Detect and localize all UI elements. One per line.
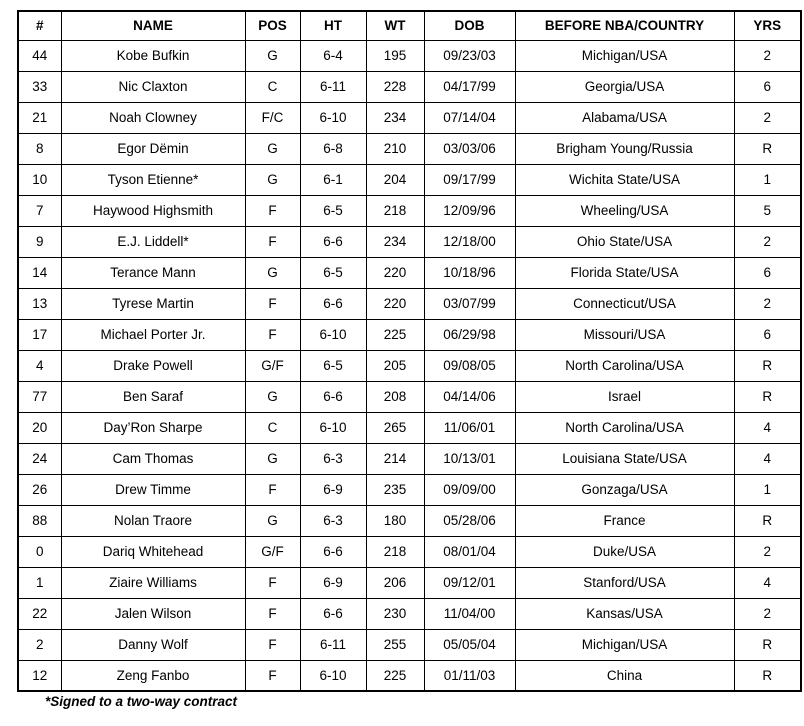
table-cell: F	[245, 195, 300, 226]
table-cell: Ziaire Williams	[61, 567, 245, 598]
table-cell: China	[515, 660, 734, 691]
table-row	[18, 536, 801, 567]
table-cell: 6-6	[300, 288, 366, 319]
table-cell: 234	[366, 226, 424, 257]
table-cell: 44	[18, 40, 61, 71]
table-row	[18, 226, 801, 257]
table-cell: F	[245, 567, 300, 598]
table-cell: 04/17/99	[424, 71, 515, 102]
table-cell: R	[734, 505, 801, 536]
table-cell: 6-9	[300, 474, 366, 505]
table-cell: Michigan/USA	[515, 629, 734, 660]
table-cell: 6-1	[300, 164, 366, 195]
table-cell: Louisiana State/USA	[515, 443, 734, 474]
table-cell: 21	[18, 102, 61, 133]
roster-table-body	[18, 40, 801, 691]
table-cell: F	[245, 319, 300, 350]
table-cell: 6-10	[300, 319, 366, 350]
table-row	[18, 71, 801, 102]
table-cell: 265	[366, 412, 424, 443]
column-header-4: WT	[366, 11, 424, 40]
table-cell: 1	[734, 164, 801, 195]
table-cell: Georgia/USA	[515, 71, 734, 102]
table-cell: 06/29/98	[424, 319, 515, 350]
table-cell: 4	[734, 567, 801, 598]
table-cell: 208	[366, 381, 424, 412]
table-cell: Dariq Whitehead	[61, 536, 245, 567]
table-cell: 5	[734, 195, 801, 226]
table-cell: 2	[734, 40, 801, 71]
table-cell: Day’Ron Sharpe	[61, 412, 245, 443]
table-cell: G	[245, 505, 300, 536]
table-cell: Haywood Highsmith	[61, 195, 245, 226]
table-cell: F/C	[245, 102, 300, 133]
table-cell: 6-10	[300, 660, 366, 691]
table-cell: 10/13/01	[424, 443, 515, 474]
table-cell: 1	[734, 474, 801, 505]
table-cell: Nolan Traore	[61, 505, 245, 536]
table-row	[18, 505, 801, 536]
table-cell: 2	[18, 629, 61, 660]
table-cell: 10/18/96	[424, 257, 515, 288]
table-cell: G	[245, 133, 300, 164]
table-cell: C	[245, 71, 300, 102]
table-row	[18, 660, 801, 691]
table-cell: 210	[366, 133, 424, 164]
column-header-1: NAME	[61, 11, 245, 40]
table-cell: Terance Mann	[61, 257, 245, 288]
roster-table-header	[18, 11, 801, 40]
table-cell: 11/06/01	[424, 412, 515, 443]
table-row	[18, 443, 801, 474]
table-cell: 07/14/04	[424, 102, 515, 133]
table-cell: 6-5	[300, 350, 366, 381]
table-cell: G	[245, 443, 300, 474]
table-row	[18, 195, 801, 226]
table-cell: 6-11	[300, 629, 366, 660]
table-cell: North Carolina/USA	[515, 412, 734, 443]
table-cell: 08/01/04	[424, 536, 515, 567]
table-cell: 33	[18, 71, 61, 102]
table-cell: G/F	[245, 536, 300, 567]
table-cell: Wichita State/USA	[515, 164, 734, 195]
column-header-0: #	[18, 11, 61, 40]
table-cell: 7	[18, 195, 61, 226]
table-cell: 17	[18, 319, 61, 350]
table-cell: Michigan/USA	[515, 40, 734, 71]
table-cell: 0	[18, 536, 61, 567]
table-cell: Connecticut/USA	[515, 288, 734, 319]
table-cell: 255	[366, 629, 424, 660]
table-row	[18, 164, 801, 195]
table-row	[18, 319, 801, 350]
table-cell: 235	[366, 474, 424, 505]
table-cell: Gonzaga/USA	[515, 474, 734, 505]
table-cell: 8	[18, 133, 61, 164]
table-cell: 6	[734, 319, 801, 350]
table-cell: 88	[18, 505, 61, 536]
table-cell: 26	[18, 474, 61, 505]
table-cell: R	[734, 133, 801, 164]
table-cell: R	[734, 381, 801, 412]
table-cell: 09/09/00	[424, 474, 515, 505]
table-cell: 225	[366, 319, 424, 350]
table-cell: 12	[18, 660, 61, 691]
table-cell: North Carolina/USA	[515, 350, 734, 381]
table-row	[18, 40, 801, 71]
table-cell: Ben Saraf	[61, 381, 245, 412]
table-row	[18, 629, 801, 660]
table-cell: 6-3	[300, 505, 366, 536]
table-cell: 6-9	[300, 567, 366, 598]
table-cell: Tyrese Martin	[61, 288, 245, 319]
table-cell: 6	[734, 71, 801, 102]
table-cell: Noah Clowney	[61, 102, 245, 133]
table-cell: 03/07/99	[424, 288, 515, 319]
table-cell: 03/03/06	[424, 133, 515, 164]
table-cell: 09/17/99	[424, 164, 515, 195]
table-cell: 09/08/05	[424, 350, 515, 381]
table-cell: 214	[366, 443, 424, 474]
table-cell: 14	[18, 257, 61, 288]
table-cell: Missouri/USA	[515, 319, 734, 350]
table-row	[18, 567, 801, 598]
table-cell: Wheeling/USA	[515, 195, 734, 226]
table-cell: Nic Claxton	[61, 71, 245, 102]
table-cell: F	[245, 660, 300, 691]
table-cell: Michael Porter Jr.	[61, 319, 245, 350]
table-cell: 2	[734, 102, 801, 133]
table-cell: F	[245, 288, 300, 319]
table-cell: 6-6	[300, 536, 366, 567]
table-cell: G	[245, 257, 300, 288]
table-cell: Florida State/USA	[515, 257, 734, 288]
table-cell: 195	[366, 40, 424, 71]
table-cell: 220	[366, 288, 424, 319]
table-cell: Brigham Young/Russia	[515, 133, 734, 164]
table-cell: 09/12/01	[424, 567, 515, 598]
table-cell: 6-11	[300, 71, 366, 102]
table-cell: 24	[18, 443, 61, 474]
column-header-3: HT	[300, 11, 366, 40]
table-cell: G/F	[245, 350, 300, 381]
table-cell: 13	[18, 288, 61, 319]
table-cell: F	[245, 629, 300, 660]
table-row	[18, 288, 801, 319]
table-cell: R	[734, 660, 801, 691]
table-cell: 4	[734, 412, 801, 443]
column-header-2: POS	[245, 11, 300, 40]
table-cell: 206	[366, 567, 424, 598]
table-cell: 6-8	[300, 133, 366, 164]
table-cell: R	[734, 350, 801, 381]
table-cell: Danny Wolf	[61, 629, 245, 660]
roster-table	[17, 10, 802, 692]
table-cell: 6-6	[300, 226, 366, 257]
table-cell: F	[245, 598, 300, 629]
table-cell: 6-6	[300, 598, 366, 629]
table-cell: Stanford/USA	[515, 567, 734, 598]
table-cell: 234	[366, 102, 424, 133]
table-cell: 4	[734, 443, 801, 474]
table-cell: 6	[734, 257, 801, 288]
table-cell: 12/18/00	[424, 226, 515, 257]
table-cell: Israel	[515, 381, 734, 412]
table-cell: 05/28/06	[424, 505, 515, 536]
table-cell: Kansas/USA	[515, 598, 734, 629]
table-cell: 2	[734, 288, 801, 319]
table-cell: Kobe Bufkin	[61, 40, 245, 71]
table-cell: F	[245, 226, 300, 257]
table-cell: 10	[18, 164, 61, 195]
table-cell: 204	[366, 164, 424, 195]
table-cell: 6-10	[300, 102, 366, 133]
table-cell: G	[245, 40, 300, 71]
table-cell: 205	[366, 350, 424, 381]
table-cell: Tyson Etienne*	[61, 164, 245, 195]
table-cell: Drew Timme	[61, 474, 245, 505]
table-cell: 218	[366, 195, 424, 226]
column-header-7: YRS	[734, 11, 801, 40]
table-cell: 77	[18, 381, 61, 412]
table-cell: France	[515, 505, 734, 536]
table-cell: 2	[734, 226, 801, 257]
table-cell: Zeng Fanbo	[61, 660, 245, 691]
table-cell: Cam Thomas	[61, 443, 245, 474]
table-cell: 11/04/00	[424, 598, 515, 629]
table-cell: 22	[18, 598, 61, 629]
table-cell: Jalen Wilson	[61, 598, 245, 629]
column-header-6: BEFORE NBA/COUNTRY	[515, 11, 734, 40]
table-cell: 6-5	[300, 195, 366, 226]
table-cell: 6-6	[300, 381, 366, 412]
table-cell: 230	[366, 598, 424, 629]
table-cell: Duke/USA	[515, 536, 734, 567]
table-cell: F	[245, 474, 300, 505]
table-cell: 220	[366, 257, 424, 288]
table-cell: 2	[734, 536, 801, 567]
table-row	[18, 102, 801, 133]
column-header-5: DOB	[424, 11, 515, 40]
table-cell: 01/11/03	[424, 660, 515, 691]
table-cell: R	[734, 629, 801, 660]
table-row	[18, 474, 801, 505]
table-row	[18, 257, 801, 288]
table-cell: 225	[366, 660, 424, 691]
table-cell: 12/09/96	[424, 195, 515, 226]
table-row	[18, 133, 801, 164]
table-cell: 6-5	[300, 257, 366, 288]
table-cell: 6-3	[300, 443, 366, 474]
table-cell: G	[245, 164, 300, 195]
table-cell: 6-10	[300, 412, 366, 443]
table-cell: 05/05/04	[424, 629, 515, 660]
table-row	[18, 412, 801, 443]
table-cell: E.J. Liddell*	[61, 226, 245, 257]
table-row	[18, 598, 801, 629]
table-cell: Ohio State/USA	[515, 226, 734, 257]
table-cell: 04/14/06	[424, 381, 515, 412]
table-cell: G	[245, 381, 300, 412]
table-cell: Egor Dëmin	[61, 133, 245, 164]
table-row	[18, 381, 801, 412]
table-cell: 1	[18, 567, 61, 598]
table-cell: 20	[18, 412, 61, 443]
table-cell: Drake Powell	[61, 350, 245, 381]
table-cell: 09/23/03	[424, 40, 515, 71]
table-cell: 9	[18, 226, 61, 257]
table-cell: 180	[366, 505, 424, 536]
two-way-contract-footnote: *Signed to a two-way contract	[45, 694, 238, 709]
table-cell: Alabama/USA	[515, 102, 734, 133]
table-cell: 228	[366, 71, 424, 102]
table-cell: 6-4	[300, 40, 366, 71]
header-row	[18, 11, 801, 40]
table-row	[18, 350, 801, 381]
table-cell: 218	[366, 536, 424, 567]
table-cell: 4	[18, 350, 61, 381]
table-cell: C	[245, 412, 300, 443]
table-cell: 2	[734, 598, 801, 629]
